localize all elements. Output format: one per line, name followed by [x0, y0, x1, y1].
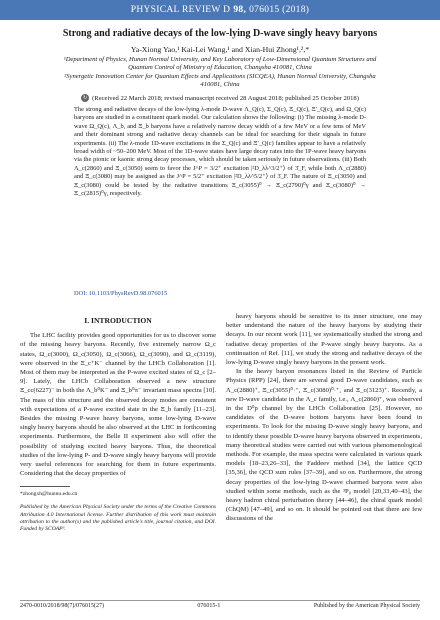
page-footer — [20, 603, 420, 609]
footer-issn: 2470-0010/2018/98(7)/076015(27) — [20, 603, 104, 609]
check-for-updates-icon[interactable]: ↻ — [82, 95, 88, 102]
left-column — [20, 316, 216, 533]
affiliation-2: ²Synergetic Innovation Center for Quantum Effects and Applications (SICQEA), Hunan Normal University, Changsha 410081, China — [64, 72, 376, 89]
footer-publisher: Published by the American Physical Society — [313, 603, 420, 609]
right-column — [226, 312, 422, 524]
affiliation-1: ¹Department of Physics, Hunan Normal University, and Key Laboratory of Low-Dimensional Quantum Structures and Quantum Control of Ministry of Education, Changsha 410081, China — [63, 56, 377, 72]
footer-divider — [20, 600, 420, 601]
footnote-divider — [20, 486, 70, 487]
intro-paragraph-2: heavy baryons should be sensitive to its inner structure, one may better understand the nature of the heavy baryons by studying their decays. In our recent work [11], we systematically studied the strong and radiative decay properties of the P-wave singly heavy baryons. As a continuation of Ref. [11], we study the strong and radiative decays of the low-lying D-wave singly heavy baryons in the present work. — [226, 313, 422, 367]
footer-page-number: 076015-1 — [197, 603, 221, 609]
article-title: Strong and radiative decays of the low-lying D-wave singly heavy baryons — [62, 28, 378, 39]
license-note: Published by the American Physical Society under the terms of the Creative Commons Attribution 4.0 International license. Further distribution of this work must maintain attribution to the author(s) and the published article's title, journal citation, and DOI. Funded by SCOAP³. — [20, 504, 216, 533]
abstract: The strong and radiative decays of the low-lying λ-mode D-wave Λ_Q(c), Σ_Q(c), Ξ_Q(c), Ξ′_Q(c), and Ω_Q(c) baryons are studied in a constituent quark model. Our calculation shows the following: (i) The missing λ-mode D-wave Ω_Q(c), Λ_b, and Ξ_b baryons have a relatively narrow decay width of a few MeV or a few tens of MeV and their dominant strong and radiative decay channels can be ideal for searching for their signals in future experiments. (ii) The λ-mode 1D-wave excitations in the Σ_Q(c) and Ξ′_Q(c) families appear to have a relatively broad width of ~50–200 MeV. Most of the 1D-wave states have large decay rates into the 1P-wave heavy baryons via the pionic or kaonic strong decay processes, which should be taken seriously in future observations. (iii) Both Λ_c(2860) and Ξ_c(3050) seem to favor the J^P = 3/2⁺ excitation |²D_λλ^3/2⁺⟩ of 3̄_F, while both Λ_c(2880) and Ξ_c(3080) may be assigned as the J^P = 5/2⁺ excitation |²D_λλ^5/2⁺⟩ of 3̄_F. The nature of Ξ_c(3050) and Ξ_c(3080) could be tested by the radiative transitions Ξ_c(3055)⁰ → Ξ_c(2790)⁰γ and Ξ_c(3080)⁰ → Ξ_c(2815)⁰γ, respectively. — [74, 106, 366, 198]
affiliations — [60, 56, 380, 90]
received-text: (Received 22 March 2018; revised manuscript received 28 August 2018; published 25 October 2018) — [92, 95, 359, 102]
corresponding-email[interactable]: *zhongxh@hunnu.edu.cn — [20, 491, 78, 498]
author-list: Ya-Xiong Yao,¹ Kai-Lei Wang,¹ and Xian-Hui Zhong¹,²,* — [130, 45, 310, 54]
section-heading: I. INTRODUCTION — [84, 316, 152, 325]
journal-citation: 076015 (2018) — [249, 5, 310, 15]
journal-name: PHYSICAL REVIEW D — [130, 5, 231, 15]
received-dates — [20, 94, 420, 103]
journal-volume: 98, — [233, 5, 247, 15]
intro-paragraph-1: The LHC facility provides good opportunities for us to discover some of the missing heavy baryons. Recently, five extremely narrow Ω_c states, Ω_c(3000), Ω_c(3050), Ω_c(3066), Ω_c(3090), and Ω_c(3119), were observed in the Ξ_c⁺K⁻ channel by the LHCb Collaboration [1]. Most of them may be interpreted as the P-wave excited states of Ω_c [2–9]. Lately, the LHCb Collaboration observed a new structure Ξ_cc(6227)⁻ in both the Λ_b⁰K⁻ and Ξ_b⁰π⁻ invariant mass spectra [10]. The mass of this structure and the observed decay modes are consistent with expectations of a P-wave excited state in the Ξ_b family [11–23]. Besides the missing P-wave heavy baryons, some low-lying D-wave singly heavy baryons should be also observed at the LHC in forthcoming experiments. Furthermore, the Belle II experiment also will offer the possibility of studying excited heavy baryons. Thus, the theoretical studies of the low-lying P- and D-wave singly heavy baryons will provide very useful references for searching for them in future experiments. Considering that the decay properties of — [20, 332, 216, 478]
intro-paragraph-3: In the heavy baryon resonances listed in the Review of Particle Physics (RPP) [24], there are several good D-wave candidates, such as Λ_c(2880)⁺, Ξ_c(3055)⁰·⁺, Ξ_c(3080)⁰·⁺, and Ξ_c(3123)⁺. Recently, a new D-wave candidate in the Λ_c family, i.e., Λ_c(2860)⁺, was observed in the D⁰p channel by the LHCb Collaboration [25]. However, no candidates of the D-wave bottom baryons have been found in experiments. To look for the missing D-wave singly heavy baryons, and to identify these possible D-wave heavy baryons observed in experiments, many theoretical studies were carried out with various phenomenological methods. For example, the mass spectra were calculated in various quark models [18–23,26–33], the Faddeev method [34], the lattice QCD [35,36], the QCD sum rules [37–39], and so on. Furthermore, the strong decay properties of the low-lying D-wave charmed baryons were also studied within some methods, such as the ³P₀ model [20,33,40–43], the heavy hadron chiral perturbation theory [44–46], the chiral quark model (ChQM) [47–49], and so on. It should be pointed out that there are few discussions of the — [226, 368, 422, 523]
doi-link[interactable]: DOI: 10.1103/PhysRevD.98.076015 — [74, 290, 168, 297]
journal-header — [0, 0, 440, 20]
